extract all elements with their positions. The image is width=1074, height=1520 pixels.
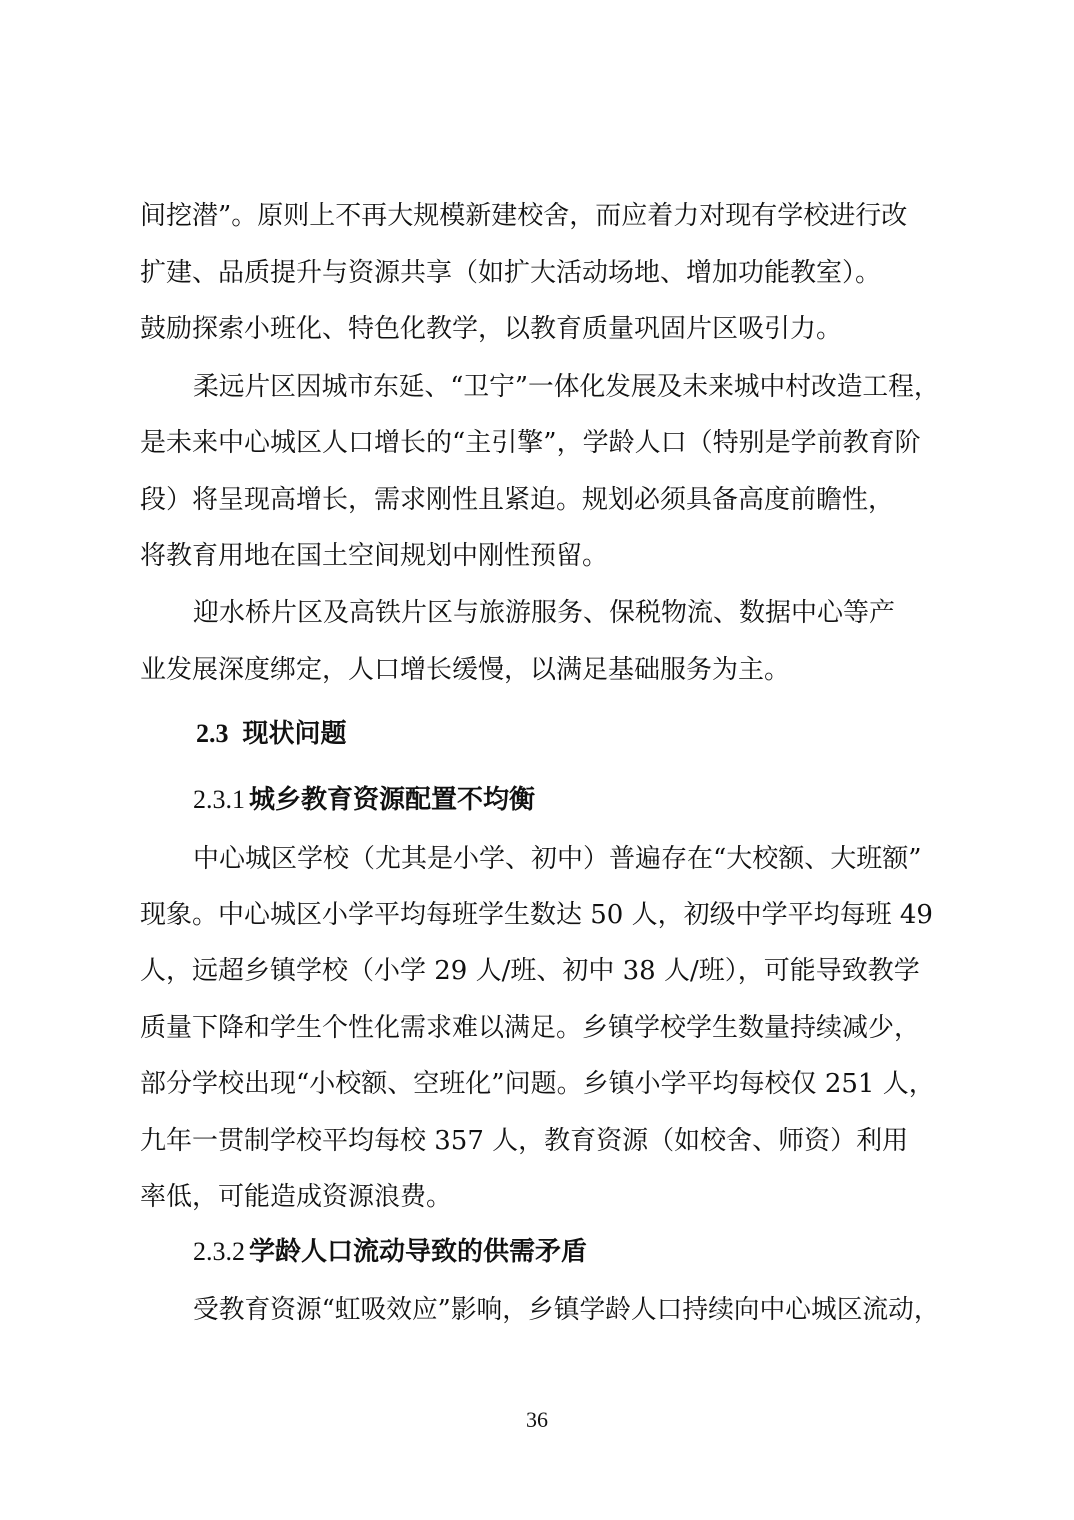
section-heading	[196, 718, 347, 750]
paragraph-line: 现象。中心城区小学平均每班学生数达 50 人，初级中学平均每班 49	[140, 900, 933, 930]
page-number: 36	[526, 1407, 548, 1432]
subsection-number: 2.3.1	[193, 785, 245, 814]
paragraph-line: 部分学校出现“小校额、空班化”问题。乡镇小学平均每校仅 251 人，	[140, 1069, 935, 1099]
subsection-number: 2.3.2	[193, 1237, 245, 1266]
section-number: 2.3	[196, 719, 229, 748]
paragraph-line: 是未来中心城区人口增长的“主引擎”，学龄人口（特别是学前教育阶	[140, 428, 921, 458]
subsection-title: 学龄人口流动导致的供需矛盾	[249, 1237, 588, 1267]
paragraph-line: 柔远片区因城市东延、“卫宁”一体化发展及未来城中村改造工程，	[193, 372, 940, 402]
section-title: 现状问题	[242, 719, 347, 749]
paragraph-line: 段）将呈现高增长，需求刚性且紧迫。规划必须具备高度前瞻性，	[140, 485, 895, 515]
paragraph-line: 率低，可能造成资源浪费。	[140, 1182, 453, 1212]
subsection-heading	[193, 1236, 587, 1268]
paragraph-line: 受教育资源“虹吸效应”影响，乡镇学龄人口持续向中心城区流动，	[193, 1295, 940, 1325]
paragraph-line: 业发展深度绑定，人口增长缓慢，以满足基础服务为主。	[140, 655, 791, 685]
paragraph-line: 九年一贯制学校平均每校 357 人，教育资源（如校舍、师资）利用	[140, 1126, 909, 1156]
paragraph-line: 中心城区学校（尤其是小学、初中）普遍存在“大校额、大班额”	[193, 844, 922, 874]
paragraph-line: 人，远超乡镇学校（小学 29 人/班、初中 38 人/班），可能导致教学	[140, 956, 920, 986]
paragraph-line: 将教育用地在国土空间规划中刚性预留。	[140, 541, 609, 571]
paragraph-line: 迎水桥片区及高铁片区与旅游服务、保税物流、数据中心等产	[193, 598, 896, 628]
subsection-title: 城乡教育资源配置不均衡	[249, 785, 536, 815]
paragraph-line: 质量下降和学生个性化需求难以满足。乡镇学校学生数量持续减少，	[140, 1013, 921, 1043]
paragraph-line: 鼓励探索小班化、特色化教学，以教育质量巩固片区吸引力。	[140, 314, 843, 344]
subsection-heading	[193, 784, 535, 816]
paragraph-line: 间挖潜”。原则上不再大规模新建校舍，而应着力对现有学校进行改	[140, 201, 908, 231]
paragraph-line: 扩建、品质提升与资源共享（如扩大活动场地、增加功能教室）。	[140, 258, 882, 288]
